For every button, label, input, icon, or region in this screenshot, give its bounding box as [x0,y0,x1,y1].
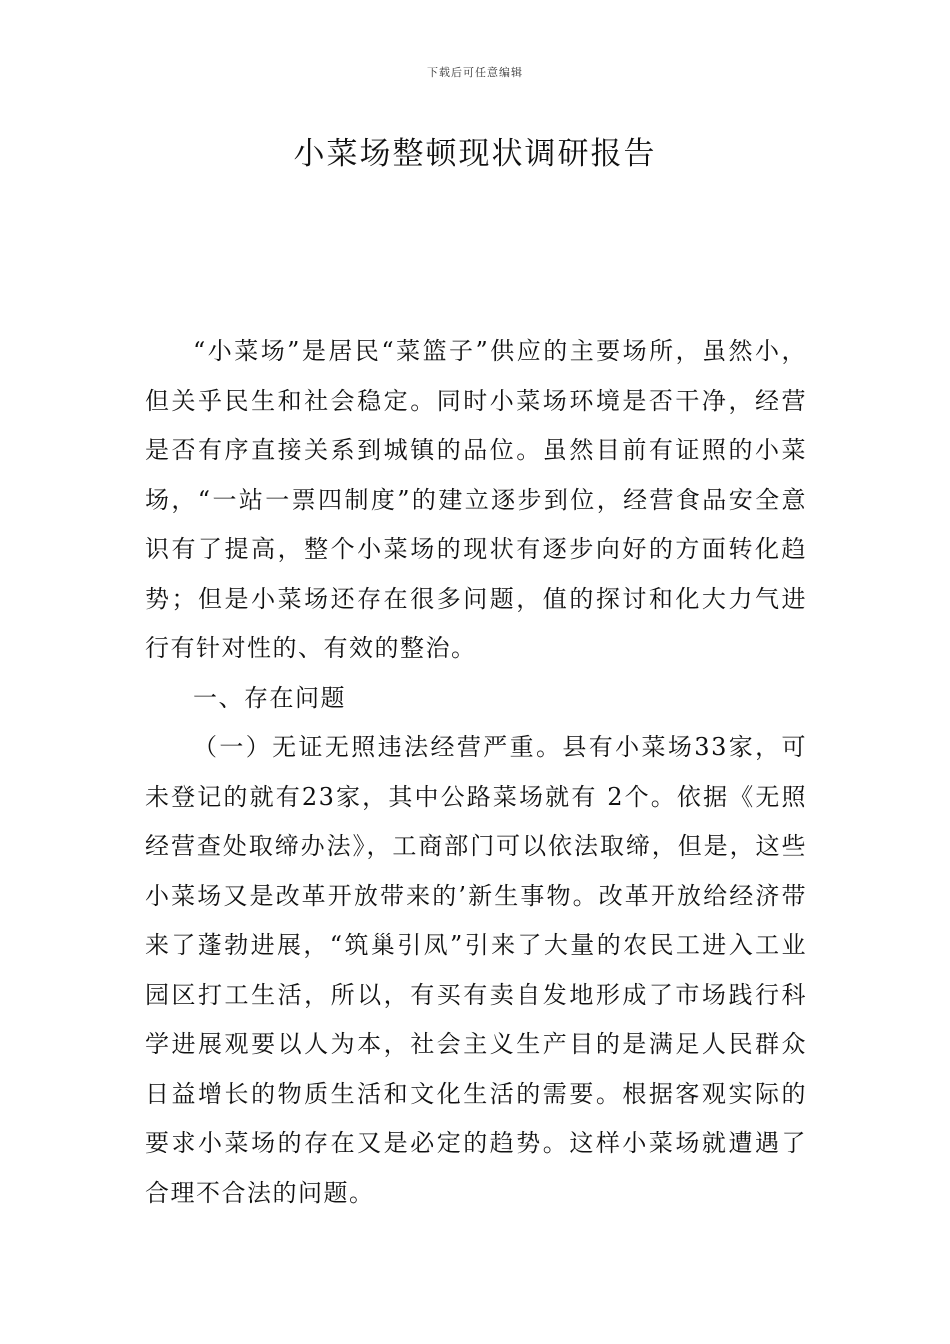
paragraph-problem-1: （一）无证无照违法经营严重。县有小菜场33家，可未登记的就有23家，其中公路菜场就有 2个。依据《无照经营查处取缔办法》，工商部门可以依法取缔，但是，这些小菜场又是改革开放带来的’新生事物。改革开放给经济带来了蓬勃进展，“筑巢引凤”引来了大量的农民工进入工业园区打工生活，所以，有买有卖自发地形成了市场践行科学进展观要以人为本，社会主义生产目的是满足人民群众日益增长的物质生活和文化生活的需要。根据客观实际的要求小菜场的存在又是必定的趋势。这样小菜场就遭遇了合理不合法的问题。 [145,733,807,1207]
paragraph-intro: “小菜场”是居民“菜篮子”供应的主要场所，虽然小，但关乎民生和社会稳定。同时小菜场环境是否干净，经营是否有序直接关系到城镇的品位。虽然目前有证照的小菜场，“一站一票四制度”的建立逐步到位，经营食品安全意识有了提高，整个小菜场的现状有逐步向好的方面转化趋势；但是小菜场还存在很多问题，值的探讨和化大力气进行有针对性的、有效的整治。 [145,337,807,662]
document-body [145,327,807,1218]
document-title: 小菜场整顿现状调研报告 [293,136,657,172]
section-heading-problems: 一、存在问题 [193,683,346,712]
page-header-note: 下载后可任意编辑 [427,66,523,79]
